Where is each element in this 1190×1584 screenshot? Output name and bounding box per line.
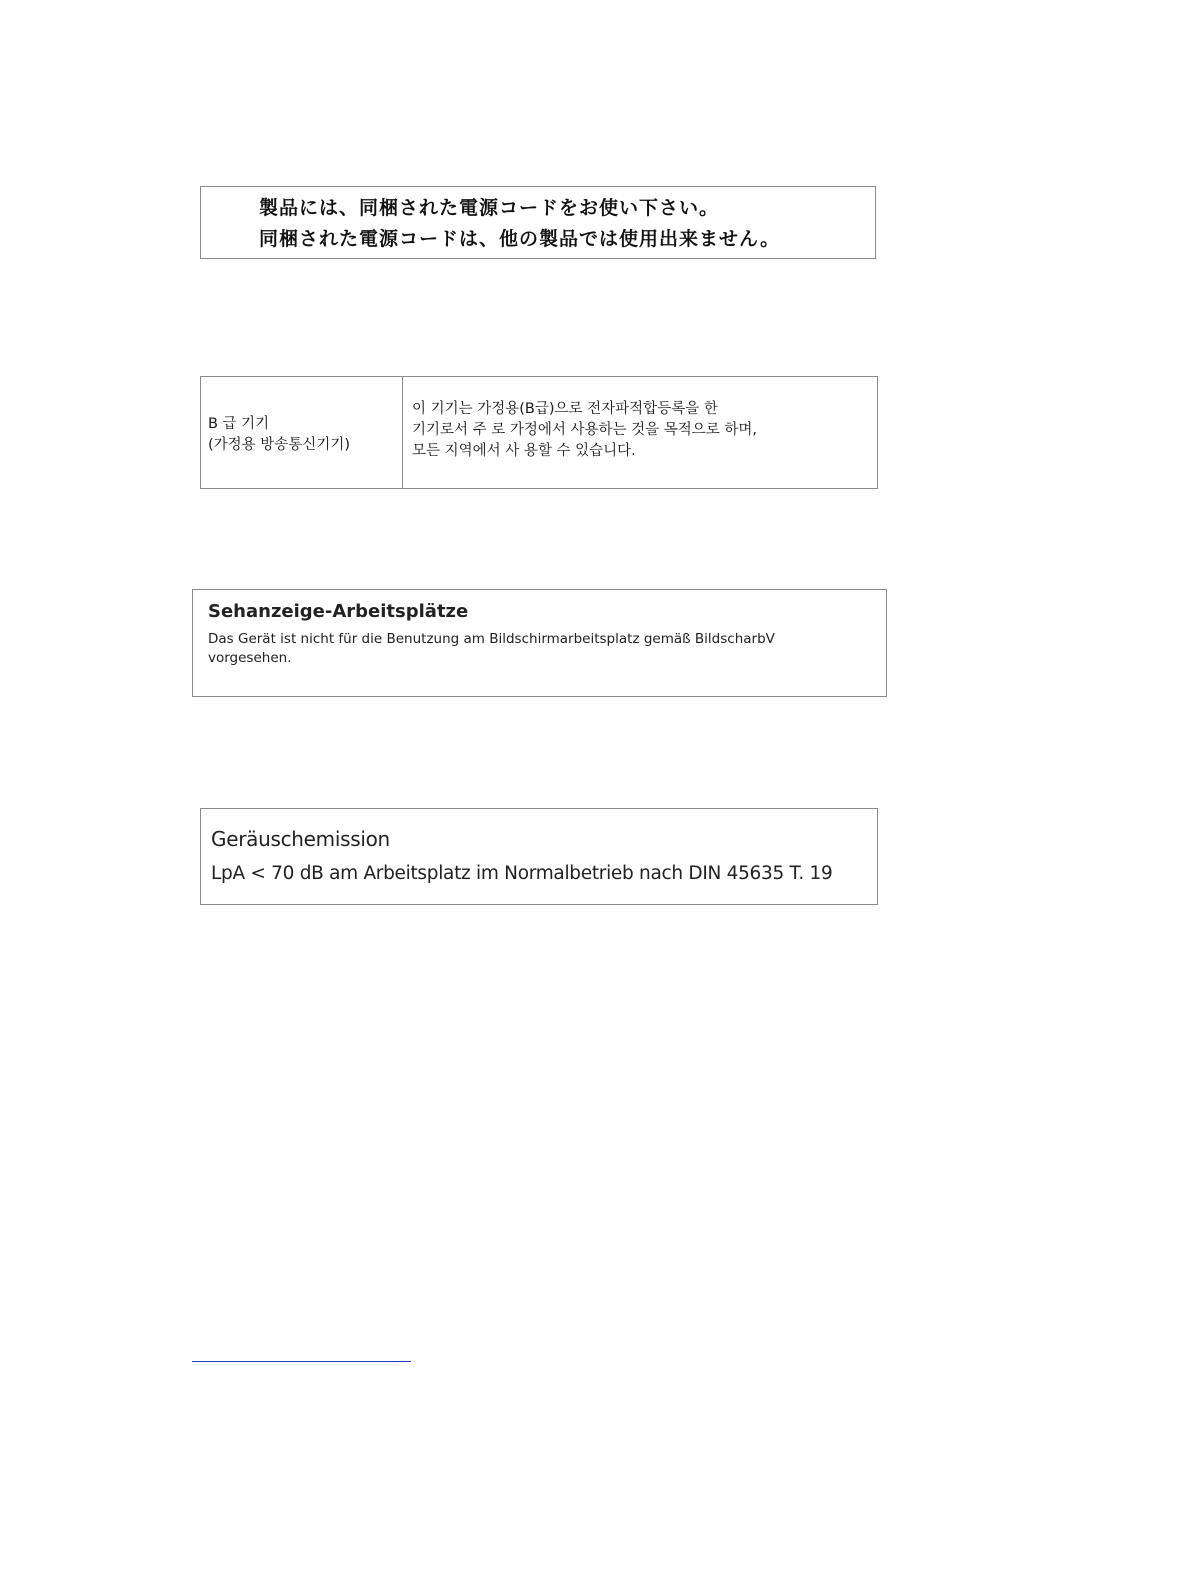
sehanzeige-notice — [192, 589, 887, 697]
geraeuschemission-notice — [200, 808, 878, 905]
japanese-power-cord-notice — [200, 186, 876, 259]
korean-emc-notice-table — [200, 376, 878, 489]
korean-notice-text-line-3: 모든 지역에서 사 용할 수 있습니다. — [412, 443, 636, 459]
sehanzeige-title: Sehanzeige-Arbeitsplätze — [208, 601, 469, 622]
footer-link-rule[interactable] — [192, 1361, 411, 1362]
korean-notice-text-line-2: 기기로서 주 로 가정에서 사용하는 것을 목적으로 하며, — [412, 422, 758, 438]
geraeuschemission-body: LpA < 70 dB am Arbeitsplatz im Normalbetrieb nach DIN 45635 T. 19 — [211, 863, 833, 884]
korean-class-label-cell — [201, 377, 403, 488]
korean-notice-text-line-1: 이 기기는 가정용(B급)으로 전자파적합등록을 한 — [412, 401, 718, 417]
japanese-notice-line-2: 同梱された電源コードは、他の製品では使用出来ません。 — [259, 228, 781, 250]
sehanzeige-body: Das Gerät ist nicht für die Benutzung am Bildschirmarbeitsplatz gemäß BildscharbV vorgesehen. — [208, 631, 775, 666]
korean-notice-text-cell — [403, 377, 877, 488]
japanese-notice-line-1: 製品には、同梱された電源コードをお使い下さい。 — [259, 197, 720, 219]
korean-class-label-line-1: B 급 기기 — [208, 416, 270, 432]
geraeuschemission-title: Geräuschemission — [211, 827, 390, 851]
korean-class-label-line-2: (가정용 방송통신기기) — [208, 437, 350, 453]
